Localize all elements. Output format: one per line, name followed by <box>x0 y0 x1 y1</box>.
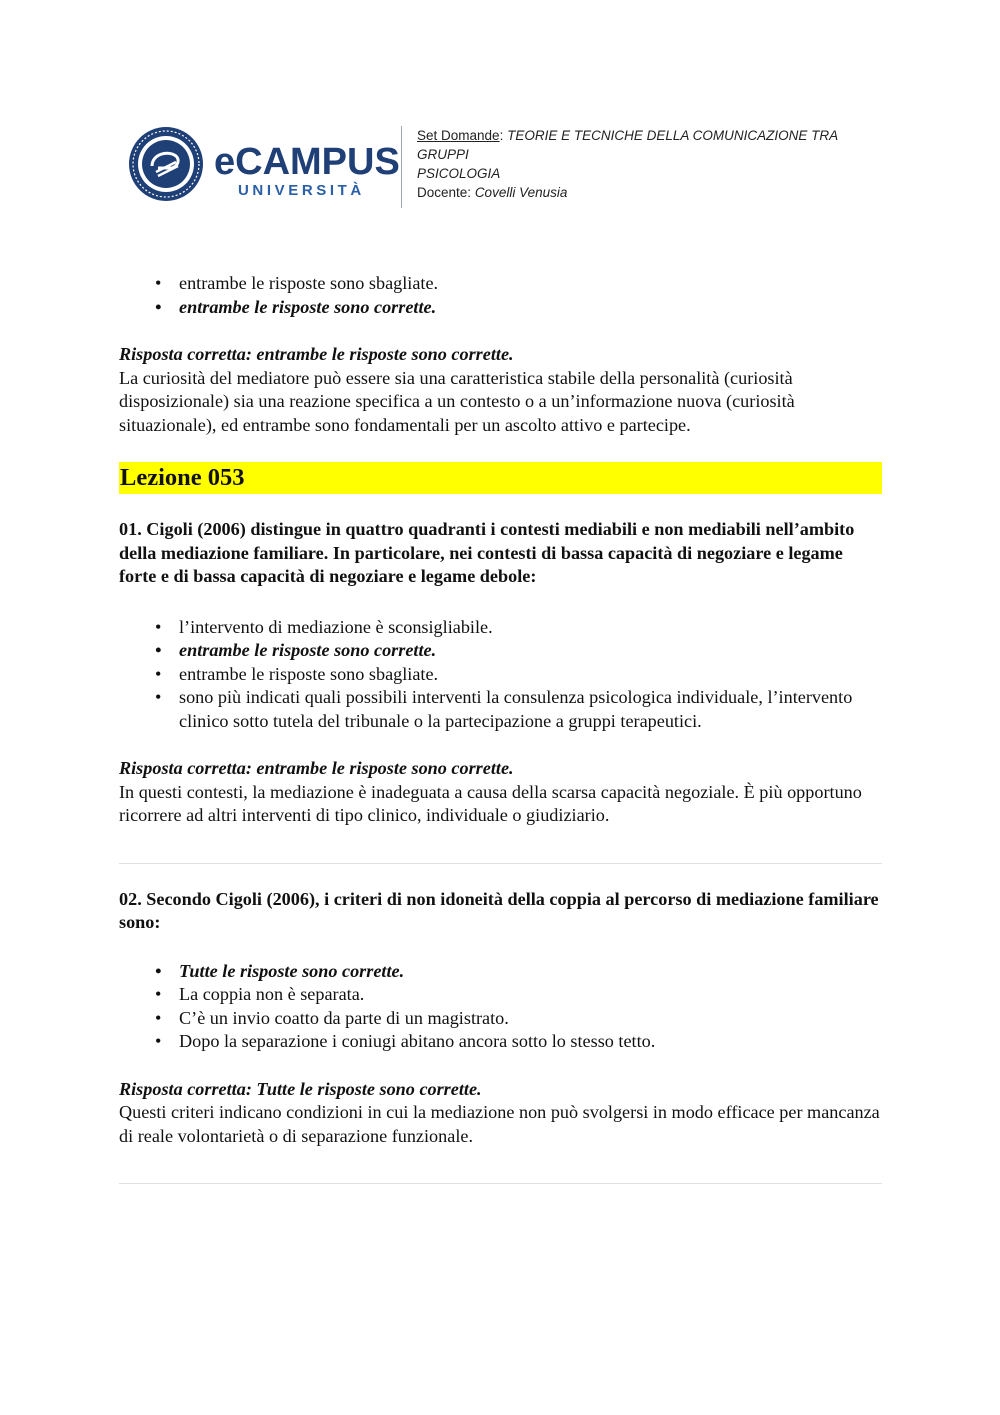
list-item: • sono più indicati quali possibili interventi la consulenza psicologica individuale, l’intervento clinico sotto tutela del tribunale o la partecipazione a gruppi terapeutici. <box>119 686 882 733</box>
answer-explanation: La curiosità del mediatore può essere sia una caratteristica stabile della personalità (curiosità disposizionale) sia una reazione specifica a un contesto o a un’informazione nuova (curiosità situazionale), ed entrambe sono fondamentali per un ascolto attivo e partecipe. <box>119 367 795 435</box>
faculty: PSICOLOGIA <box>417 166 501 181</box>
set-value: TEORIE E TECNICHE DELLA COMUNICAZIONE TRA GRUPPI <box>417 128 838 162</box>
docente-value: Covelli Venusia <box>474 185 568 200</box>
set-label: Set Domande <box>417 128 500 143</box>
course-info: Set Domande: TEORIE E TECNICHE DELLA COMUNICAZIONE TRA GRUPPI PSICOLOGIA Docente: Covelli Venusia <box>417 126 887 202</box>
section-divider <box>119 1183 882 1184</box>
document-header <box>128 120 888 220</box>
answer-explanation: In questi contesti, la mediazione è inadeguata a causa della scarsa capacità negoziale. È più opportuno ricorrere ad altri interventi di tipo clinico, individuale o giudiziario. <box>119 781 862 825</box>
list-item: • entrambe le risposte sono corrette. <box>119 639 882 663</box>
list-item: • Tutte le risposte sono corrette. <box>119 960 882 984</box>
q2-options-list <box>119 960 882 1054</box>
list-item: • entrambe le risposte sono sbagliate. <box>119 663 882 687</box>
question-text: 01. Cigoli (2006) distingue in quattro quadranti i contesti mediabili e non mediabili nell’ambito della mediazione familiare. In particolare, nei contesti di bassa capacità di negoziare e legame forte e di bassa capacità di negoziare e legame debole: <box>119 519 855 586</box>
list-item: • entrambe le risposte sono corrette. <box>119 296 882 320</box>
list-item: • l’intervento di mediazione è sconsigliabile. <box>119 616 882 640</box>
university-seal-logo <box>128 126 204 202</box>
prev-options-list <box>119 272 882 319</box>
question-text: 02. Secondo Cigoli (2006), i criteri di non idoneità della coppia al percorso di mediazione familiare sono: <box>119 888 879 932</box>
q1-options-list <box>119 616 882 734</box>
brand-logo <box>214 142 400 200</box>
answer-title: Risposta corretta: entrambe le risposte sono corrette. <box>119 758 514 778</box>
list-item: • entrambe le risposte sono sbagliate. <box>119 272 882 296</box>
list-item: • C’è un invio coatto da parte di un magistrato. <box>119 1007 882 1031</box>
answer-title: Risposta corretta: Tutte le risposte sono corrette. <box>119 1078 482 1099</box>
list-item: • La coppia non è separata. <box>119 983 882 1007</box>
brand-name: eCAMPUS <box>214 141 400 183</box>
lesson-heading: Lezione 053 <box>119 462 882 494</box>
list-item: • Dopo la separazione i coniugi abitano ancora sotto lo stesso tetto. <box>119 1030 882 1054</box>
header-divider <box>401 126 402 208</box>
docente-label: Docente: <box>417 185 472 200</box>
answer-title: Risposta corretta: entrambe le risposte sono corrette. <box>119 344 514 364</box>
page-content <box>119 272 882 1184</box>
answer-explanation: Questi criteri indicano condizioni in cui la mediazione non può svolgersi in modo efficace per mancanza di reale volontarietà o di separazione funzionale. <box>119 1102 880 1146</box>
brand-subtitle: UNIVERSITÀ <box>238 182 365 199</box>
